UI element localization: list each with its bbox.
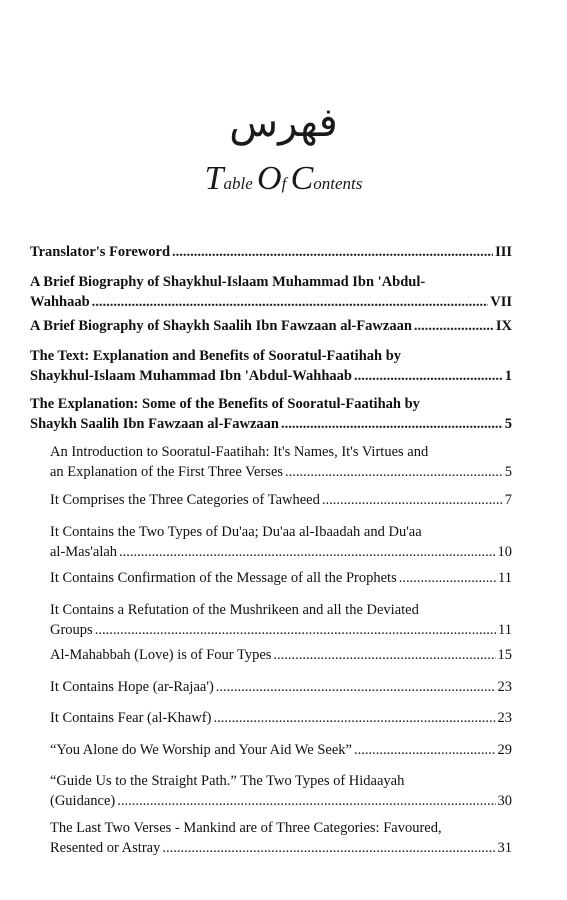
toc-entry-two-types-duaa[interactable] — [50, 522, 512, 562]
toc-entry-title: Translator's Foreword — [30, 244, 171, 260]
arabic-heading: فهرس — [229, 100, 338, 146]
toc-entry-page: 31 — [497, 840, 512, 856]
toc-entry-the-explanation[interactable] — [30, 394, 512, 434]
toc-entry-al-mahabbah[interactable] — [50, 645, 512, 665]
toc-entry-title-line1: It Contains the Two Types of Du'aa; Du'aa al-Ibaadah and Du'aa — [50, 524, 422, 540]
toc-entry-title-line1: The Explanation: Some of the Benefits of Sooratul-Faatihah by — [30, 396, 420, 412]
toc-entry-last-two-verses[interactable] — [50, 818, 512, 858]
toc-entry-title-line1: It Contains a Refutation of the Mushrikeen and all the Deviated — [50, 602, 419, 618]
title-part-ontents: ontents — [313, 174, 363, 193]
toc-entry-title: Groups — [50, 622, 93, 638]
title-letter-c: C — [290, 160, 314, 197]
toc-entry-title-line1: An Introduction to Sooratul-Faatihah: It's Names, It's Virtues and — [50, 444, 429, 460]
dot-leader — [414, 316, 494, 336]
dot-leader — [95, 620, 496, 640]
dot-leader — [92, 292, 489, 312]
dot-leader — [354, 366, 503, 386]
toc-entry-title: It Contains Hope (ar-Rajaa') — [50, 679, 214, 695]
dot-leader — [273, 645, 495, 665]
page-title — [0, 160, 567, 198]
toc-entry-title-line1: A Brief Biography of Shaykhul-Islaam Muhammad Ibn 'Abdul- — [30, 274, 426, 290]
toc-entry-title-line1: The Last Two Verses - Mankind are of Three Categories: Favoured, — [50, 820, 442, 836]
toc-entry-page: 11 — [498, 570, 512, 586]
toc-entry-page: 29 — [497, 742, 512, 758]
toc-entry-title: It Comprises the Three Categories of Tawheed — [50, 492, 320, 508]
dot-leader — [213, 708, 495, 728]
toc-entry-page: 30 — [497, 793, 512, 809]
toc-entry-page: 10 — [497, 544, 512, 560]
title-letter-o: O — [257, 160, 282, 197]
title-letter-t: T — [204, 160, 224, 197]
toc-entry-title: Al-Mahabbah (Love) is of Four Types — [50, 647, 272, 663]
toc-entry-title: It Contains Fear (al-Khawf) — [50, 710, 212, 726]
toc-entry-page: IX — [495, 318, 512, 334]
toc-entry-three-categories-tawheed[interactable] — [50, 490, 512, 510]
toc-entry-page: 23 — [497, 710, 512, 726]
toc-entry-page: 1 — [504, 368, 512, 384]
toc-entry-title: Wahhaab — [30, 294, 90, 310]
toc-entry-title: (Guidance) — [50, 793, 116, 809]
dot-leader — [162, 838, 495, 858]
toc-entry-biography-fawzaan[interactable] — [30, 316, 512, 336]
toc-entry-title: Resented or Astray — [50, 840, 161, 856]
toc-entry-page: 11 — [498, 622, 512, 638]
toc-entry-title: A Brief Biography of Shaykh Saalih Ibn Fawzaan al-Fawzaan — [30, 318, 412, 334]
title-part-able: able — [223, 174, 258, 193]
toc-entry-biography-abdul-wahhaab[interactable] — [30, 272, 512, 312]
dot-leader — [216, 677, 496, 697]
toc-entry-page: 15 — [497, 647, 512, 663]
toc-entry-page: 7 — [504, 492, 512, 508]
toc-entry-page: VII — [490, 294, 512, 310]
dot-leader — [117, 791, 495, 811]
toc-entry-you-alone[interactable] — [50, 740, 512, 760]
toc-entry-refutation-mushrikeen[interactable] — [50, 600, 512, 640]
toc-entry-confirmation-message[interactable] — [50, 568, 512, 588]
toc-entry-title: It Contains Confirmation of the Message of all the Prophets — [50, 570, 397, 586]
toc-entry-page: III — [495, 244, 512, 260]
toc-entry-the-text[interactable] — [30, 346, 512, 386]
toc-entry-title: “You Alone do We Worship and Your Aid We Seek” — [50, 742, 352, 758]
dot-leader — [119, 542, 495, 562]
toc-entry-title: Shaykhul-Islaam Muhammad Ibn 'Abdul-Wahhaab — [30, 368, 352, 384]
dot-leader — [285, 462, 503, 482]
toc-entry-title: Shaykh Saalih Ibn Fawzaan al-Fawzaan — [30, 416, 279, 432]
toc-entry-title-line1: The Text: Explanation and Benefits of Sooratul-Faatihah by — [30, 348, 402, 364]
dot-leader — [399, 568, 496, 588]
dot-leader — [322, 490, 503, 510]
dot-leader — [354, 740, 496, 760]
toc-entry-title: an Explanation of the First Three Verses — [50, 464, 284, 480]
toc-entry-page: 5 — [504, 416, 512, 432]
dot-leader — [172, 242, 493, 262]
toc-entry-straight-path[interactable] — [50, 771, 512, 811]
toc-entry-page: 5 — [504, 464, 512, 480]
toc-entry-introduction[interactable] — [50, 442, 512, 482]
title-part-f: f — [281, 174, 291, 193]
toc-entry-title: al-Mas'alah — [50, 544, 118, 560]
toc-entry-page: 23 — [497, 679, 512, 695]
toc-entry-title-line1: “Guide Us to the Straight Path.” The Two Types of Hidaayah — [50, 773, 405, 789]
toc-entry-hope[interactable] — [50, 677, 512, 697]
toc-entry-translators-foreword[interactable] — [30, 242, 512, 262]
dot-leader — [281, 414, 503, 434]
toc-entry-fear[interactable] — [50, 708, 512, 728]
